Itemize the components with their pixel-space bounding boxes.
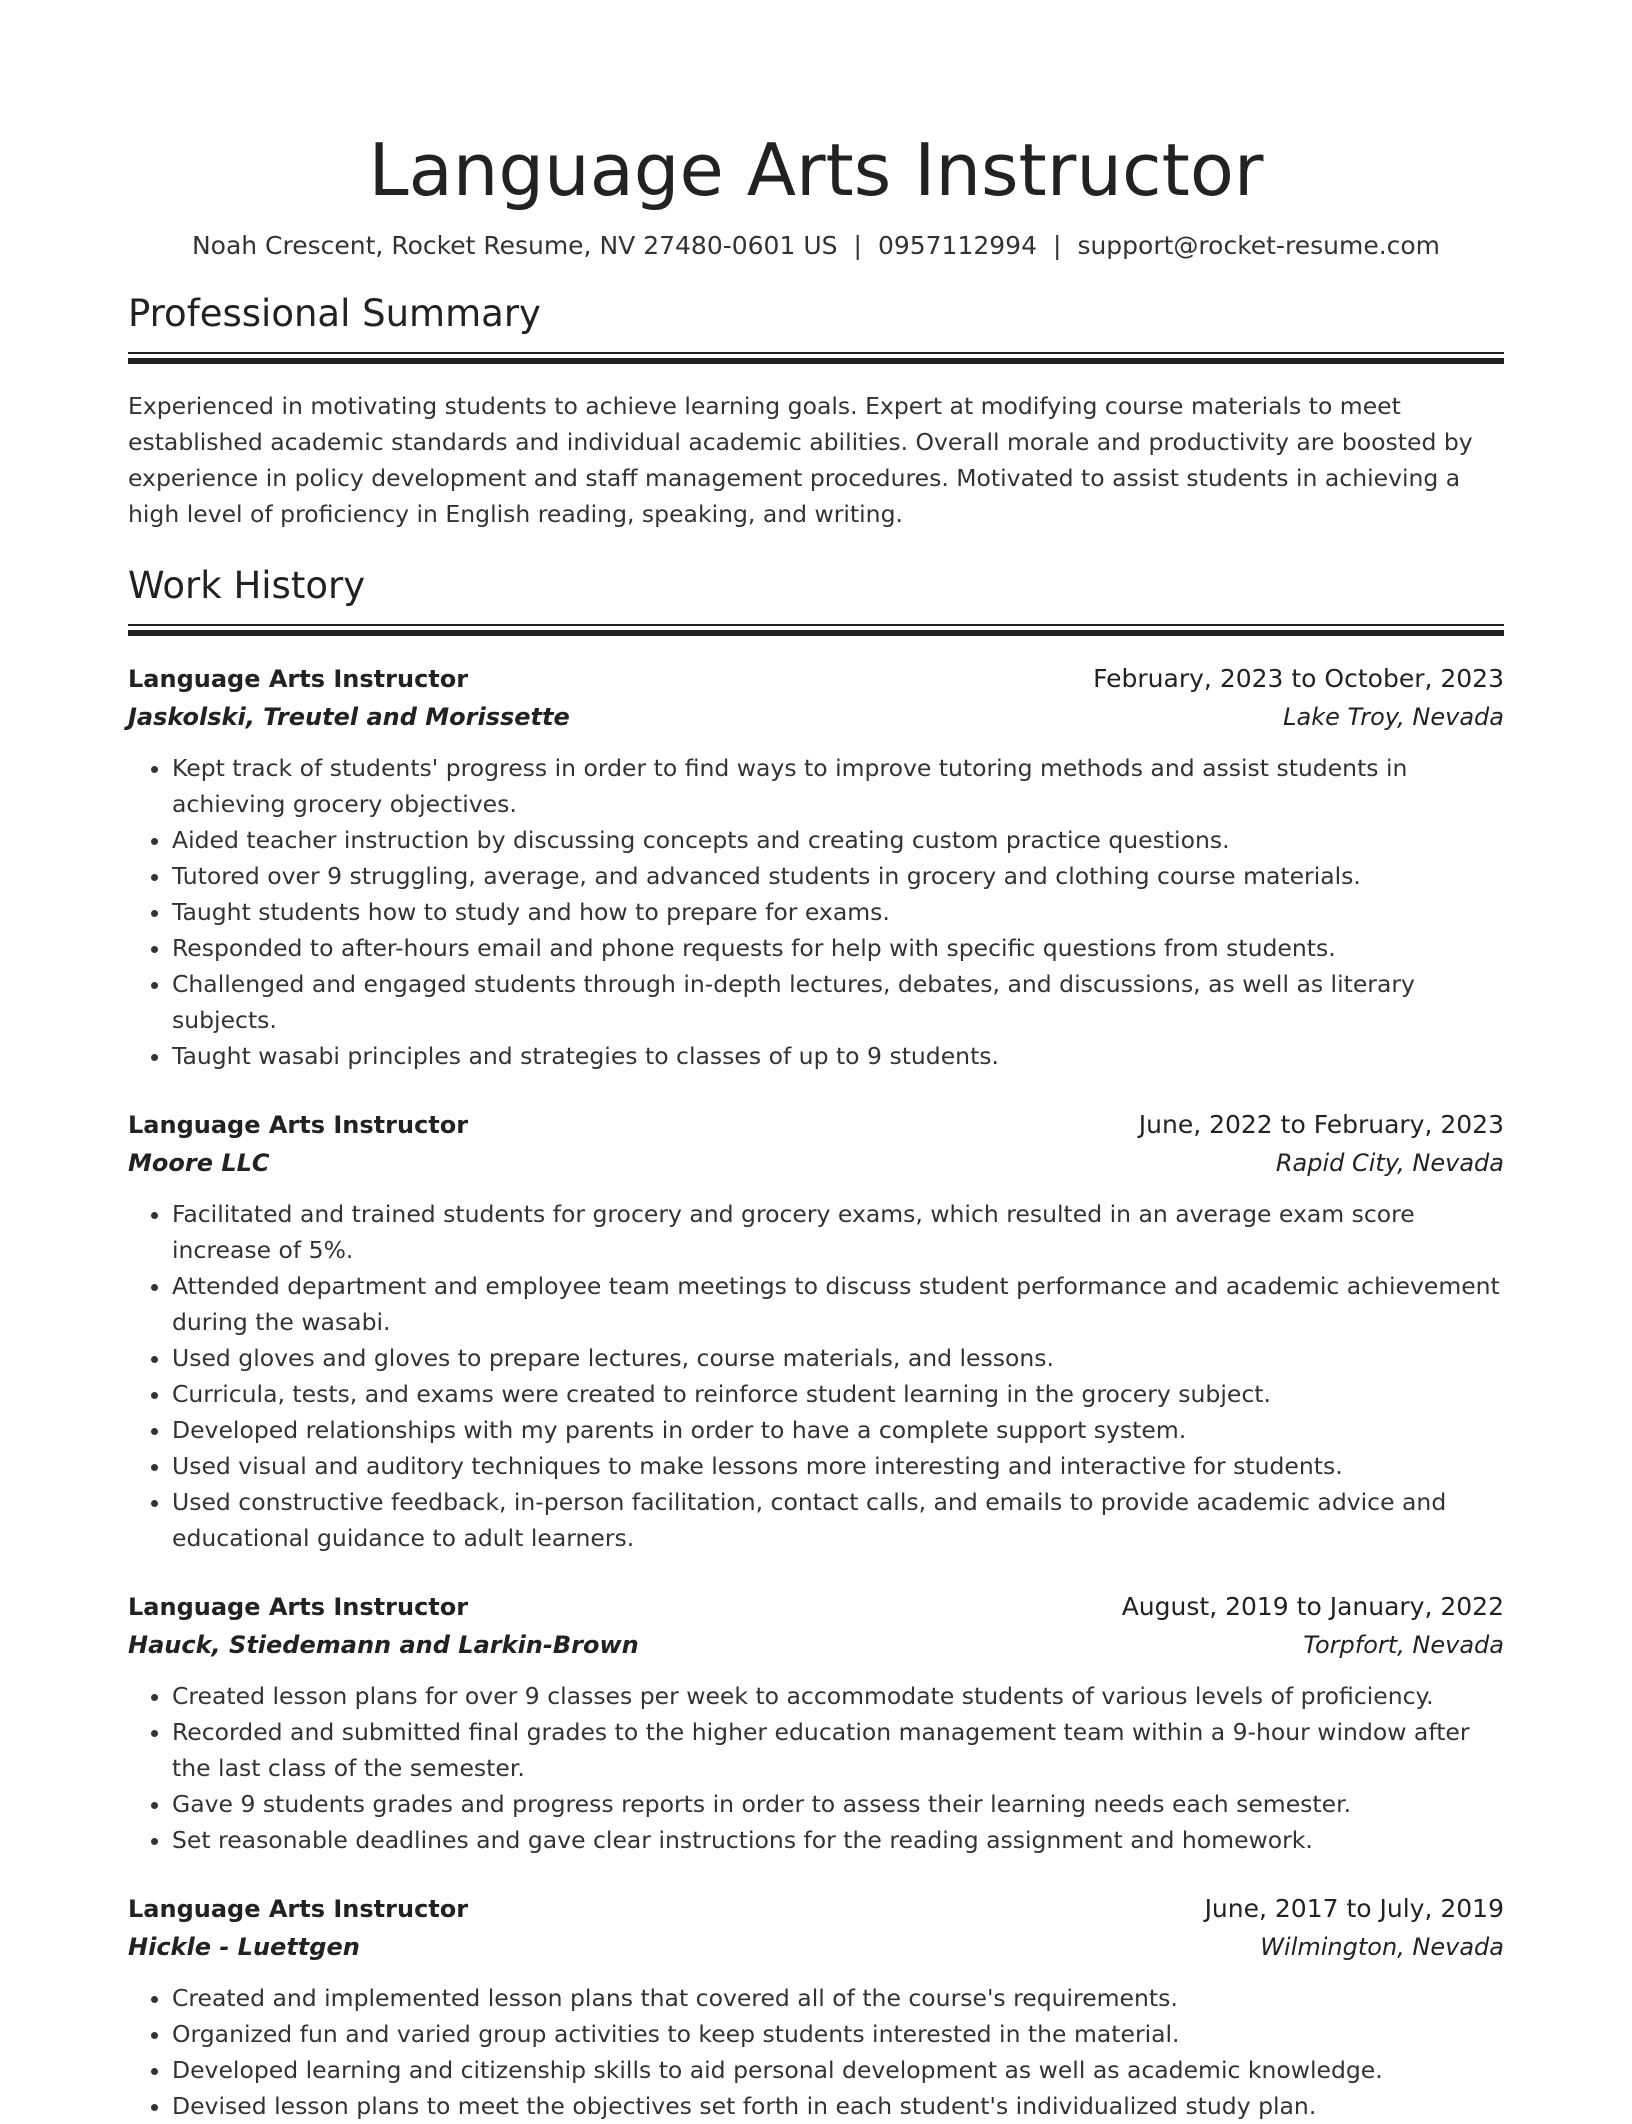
job-entry	[128, 1890, 1504, 2124]
job-bullet: • Taught students how to study and how to prepare for exams.	[172, 894, 1504, 930]
job-bullet: • Used gloves and gloves to prepare lectures, course materials, and lessons.	[172, 1340, 1504, 1376]
summary-section	[128, 290, 1504, 532]
contact-address: Noah Crescent, Rocket Resume, NV 27480-0601 US	[191, 231, 838, 260]
job-header-row	[128, 660, 1504, 698]
job-location: Torpfort, Nevada	[1303, 1631, 1504, 1659]
job-bullet: • Tutored over 9 struggling, average, and advanced students in grocery and clothing course materials.	[172, 858, 1504, 894]
job-bullet: • Challenged and engaged students through in-depth lectures, debates, and discussions, as well as literary subjects.	[172, 966, 1504, 1038]
job-title: Language Arts Instructor	[128, 1895, 469, 1923]
job-bullet: • Responded to after-hours email and phone requests for help with specific questions from students.	[172, 930, 1504, 966]
job-location: Wilmington, Nevada	[1260, 1933, 1504, 1961]
resume-page	[128, 120, 1504, 2124]
job-bullet: • Developed relationships with my parents in order to have a complete support system.	[172, 1412, 1504, 1448]
job-location: Rapid City, Nevada	[1275, 1149, 1504, 1177]
job-bullet: • Gave 9 students grades and progress reports in order to assess their learning needs each semester.	[172, 1786, 1504, 1822]
job-bullet: • Devised lesson plans to meet the objectives set forth in each student's individualized study plan.	[172, 2088, 1504, 2124]
contact-phone: 0957112994	[877, 231, 1037, 260]
job-employer-row	[128, 1626, 1504, 1664]
summary-text: Experienced in motivating students to achieve learning goals. Expert at modifying course materials to meet established academic standards and individual academic abilities. Overall morale and productivity are boosted by experience in policy development and staff management procedures. Motivated to assist students in achieving a high level of proficiency in English reading, speaking, and writing.	[128, 392, 1473, 528]
job-entry	[128, 660, 1504, 1074]
job-dates: February, 2023 to October, 2023	[1093, 664, 1504, 693]
job-title: Language Arts Instructor	[128, 1593, 469, 1621]
resume-title: Language Arts Instructor	[368, 128, 1264, 212]
job-bullet: • Facilitated and trained students for grocery and grocery exams, which resulted in an average exam score increase of 5%.	[172, 1196, 1504, 1268]
contact-line	[128, 228, 1504, 264]
job-company: Hauck, Stiedemann and Larkin-Brown	[128, 1631, 639, 1659]
job-location: Lake Troy, Nevada	[1283, 703, 1504, 731]
job-bullet: • Organized fun and varied group activities to keep students interested in the material.	[172, 2016, 1504, 2052]
job-bullet: • Used constructive feedback, in-person facilitation, contact calls, and emails to provide academic advice and educational guidance to adult learners.	[172, 1484, 1504, 1556]
job-title: Language Arts Instructor	[128, 1111, 469, 1139]
job-employer-row	[128, 1928, 1504, 1966]
job-header-row	[128, 1588, 1504, 1626]
contact-email[interactable]: support@rocket-resume.com	[1077, 231, 1441, 260]
job-bullet-list	[128, 1678, 1504, 1858]
section-divider	[128, 352, 1504, 364]
job-entry	[128, 1588, 1504, 1858]
job-bullet: • Used visual and auditory techniques to make lessons more interesting and interactive for students.	[172, 1448, 1504, 1484]
job-entry	[128, 1106, 1504, 1556]
job-bullet: • Aided teacher instruction by discussing concepts and creating custom practice questions.	[172, 822, 1504, 858]
job-bullet: • Developed learning and citizenship skills to aid personal development as well as academic knowledge.	[172, 2052, 1504, 2088]
job-company: Hickle - Luettgen	[128, 1933, 360, 1961]
contact-separator: |	[1053, 231, 1062, 260]
job-dates: June, 2017 to July, 2019	[1204, 1894, 1504, 1923]
section-divider	[128, 624, 1504, 636]
job-employer-row	[128, 698, 1504, 736]
job-bullet-list	[128, 1196, 1504, 1556]
job-bullet: • Created lesson plans for over 9 classes per week to accommodate students of various levels of proficiency.	[172, 1678, 1504, 1714]
job-dates: August, 2019 to January, 2022	[1121, 1592, 1504, 1621]
job-header-row	[128, 1890, 1504, 1928]
job-bullet: • Kept track of students' progress in order to find ways to improve tutoring methods and assist students in achieving grocery objectives.	[172, 750, 1504, 822]
job-bullet-list	[128, 750, 1504, 1074]
job-bullet: • Created and implemented lesson plans that covered all of the course's requirements.	[172, 1980, 1504, 2016]
contact-separator: |	[853, 231, 862, 260]
job-bullet: • Curricula, tests, and exams were created to reinforce student learning in the grocery subject.	[172, 1376, 1504, 1412]
job-company: Moore LLC	[128, 1149, 270, 1177]
section-title-summary: Professional Summary	[128, 292, 541, 335]
job-bullet: • Taught wasabi principles and strategies to classes of up to 9 students.	[172, 1038, 1504, 1074]
job-header-row	[128, 1106, 1504, 1144]
section-title-work-history: Work History	[128, 564, 366, 607]
job-dates: June, 2022 to February, 2023	[1138, 1110, 1504, 1139]
job-bullet-list	[128, 1980, 1504, 2124]
job-company: Jaskolski, Treutel and Morissette	[128, 703, 570, 731]
job-bullet: • Attended department and employee team meetings to discuss student performance and academic achievement during the wasabi.	[172, 1268, 1504, 1340]
job-title: Language Arts Instructor	[128, 665, 469, 693]
job-bullet: • Set reasonable deadlines and gave clear instructions for the reading assignment and homework.	[172, 1822, 1504, 1858]
work-history-section	[128, 562, 1504, 2124]
job-bullet: • Recorded and submitted final grades to the higher education management team within a 9-hour window after the last class of the semester.	[172, 1714, 1504, 1786]
job-employer-row	[128, 1144, 1504, 1182]
job-list	[128, 660, 1504, 2124]
